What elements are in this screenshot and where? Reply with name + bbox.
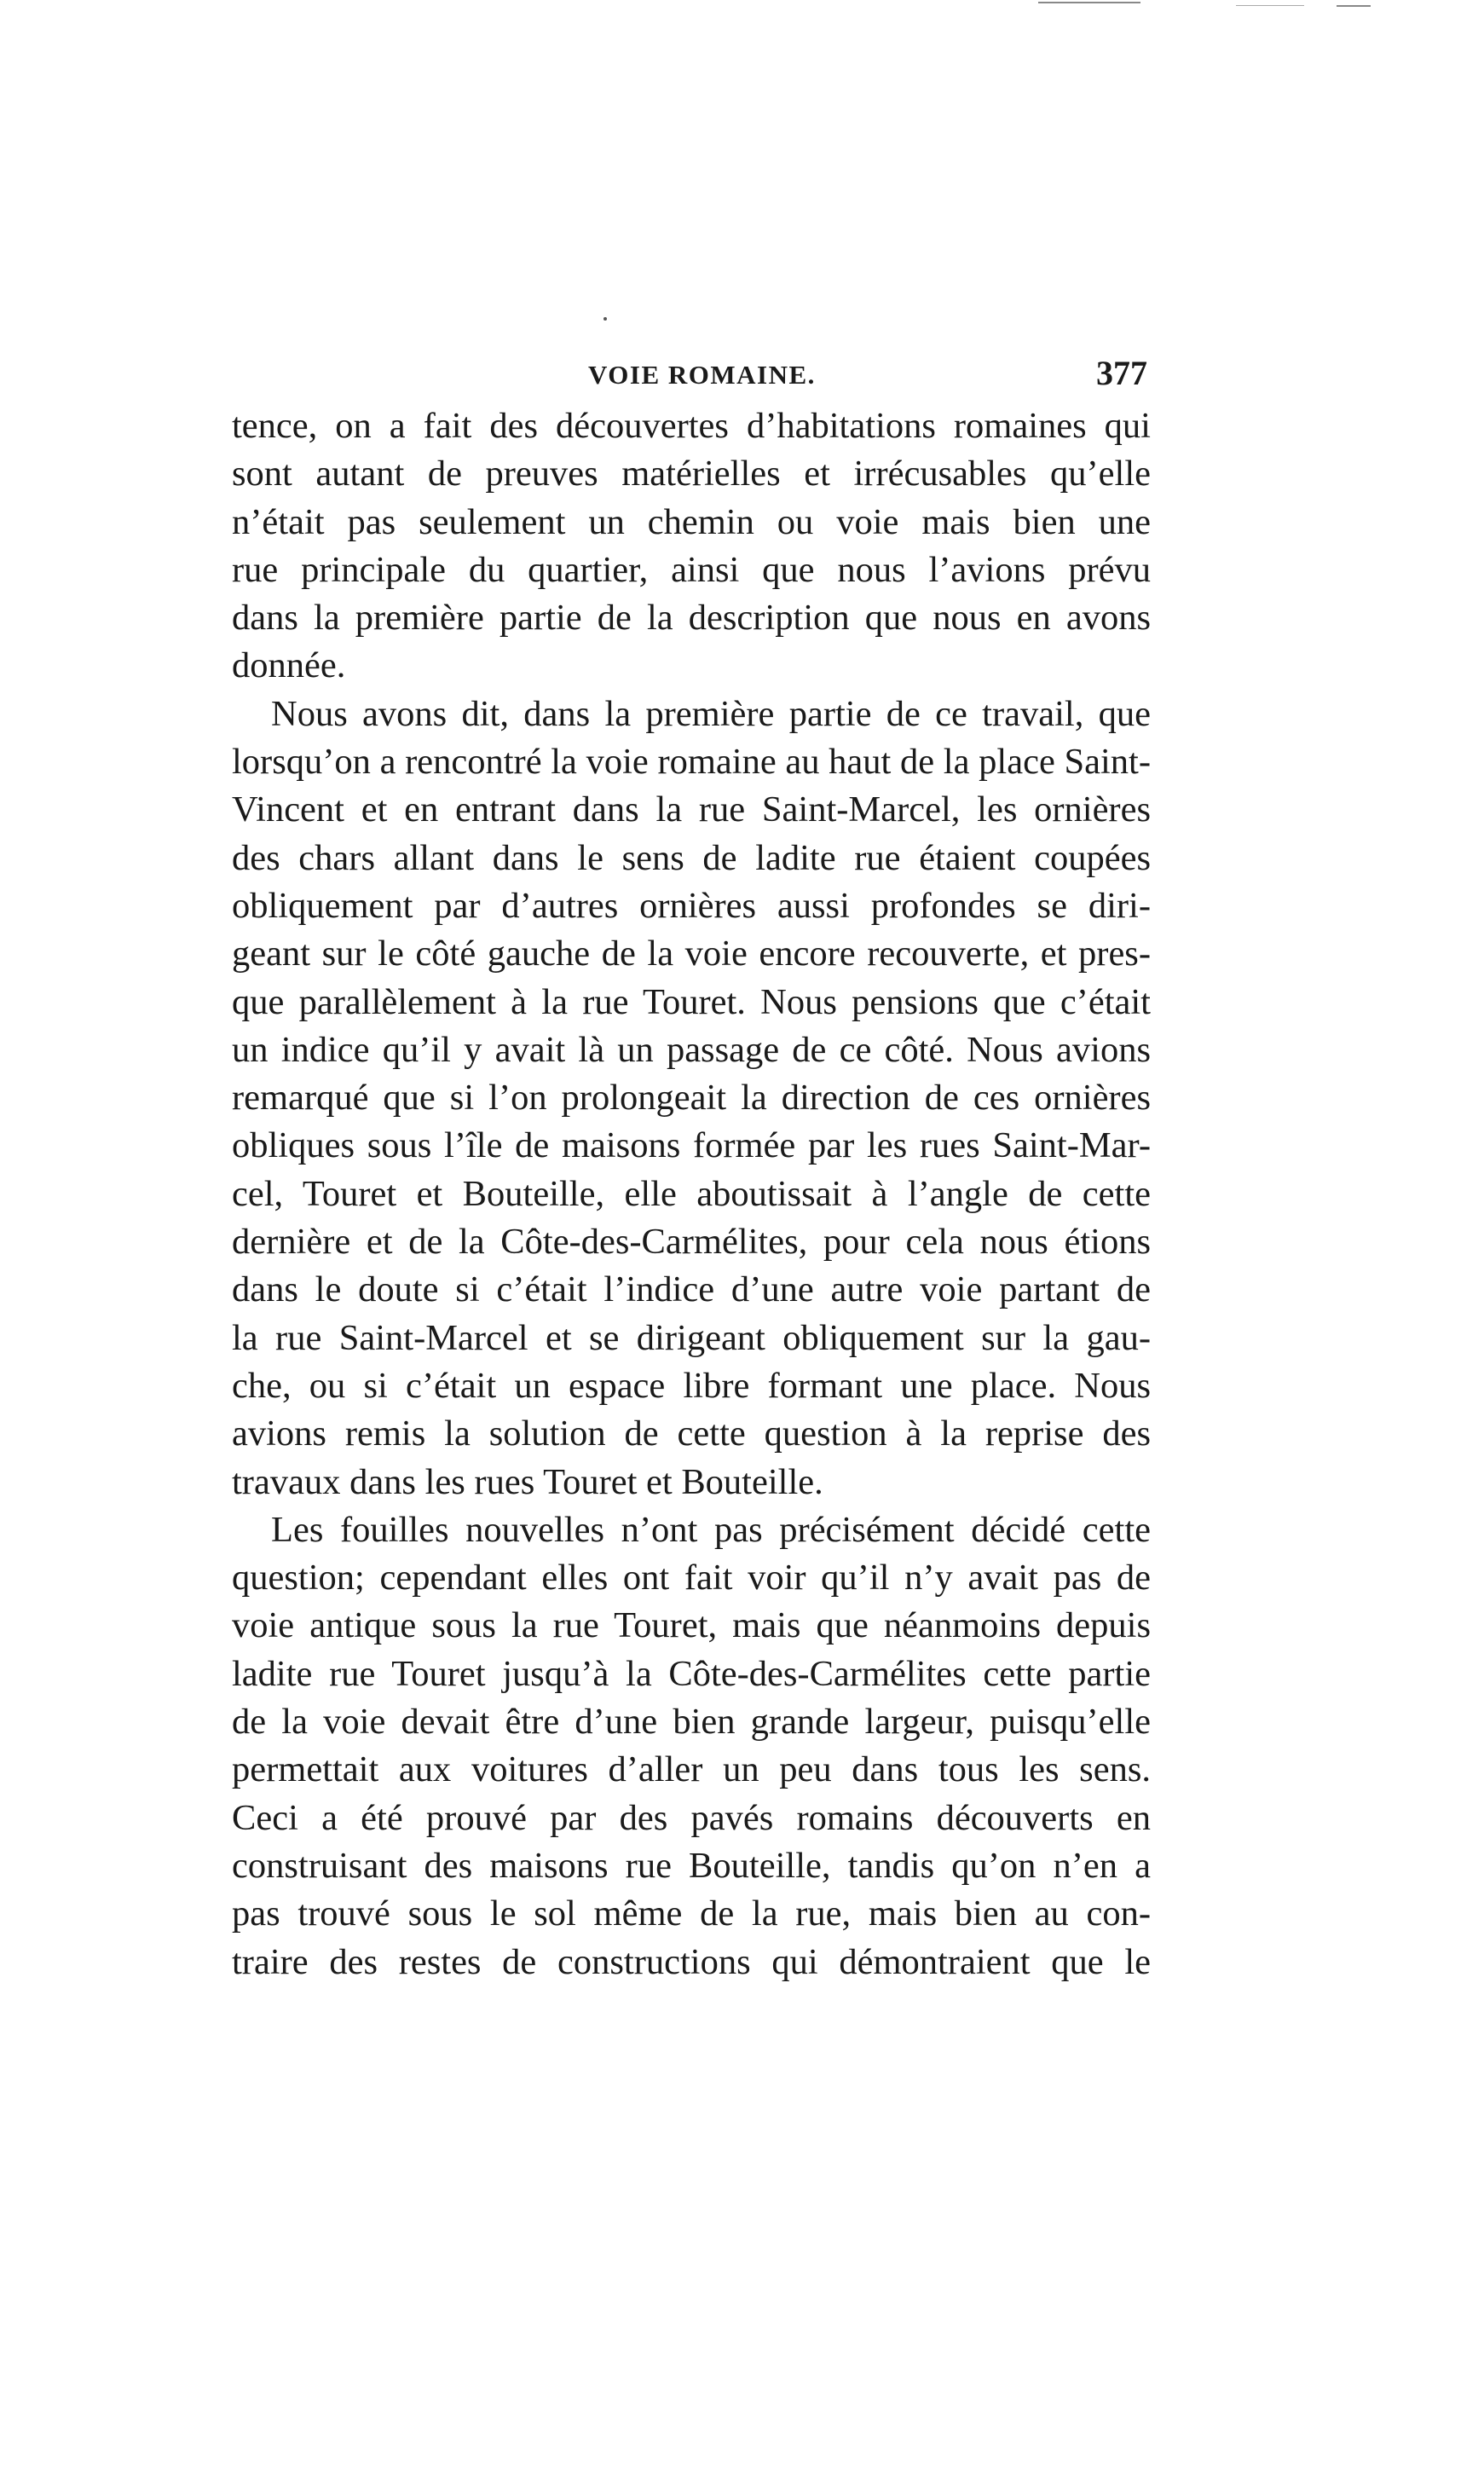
paragraph: [232, 1506, 1151, 1986]
text-line: tence, on a fait des découvertes d’habitations romaines qui: [232, 406, 1151, 446]
text-line: donnée.: [232, 645, 346, 686]
text-line: che, ou si c’était un espace libre formant une place. Nous: [232, 1365, 1151, 1406]
text-line: un indice qu’il y avait là un passage de ce côté. Nous avions: [232, 1029, 1151, 1070]
text-line: Ceci a été prouvé par des pavés romains découverts en: [232, 1797, 1151, 1838]
text-line: n’était pas seulement un chemin ou voie mais bien une: [232, 501, 1151, 542]
scan-edge-mark: [1337, 5, 1371, 7]
text-line: Vincent et en entrant dans la rue Saint-Marcel, les ornières: [232, 789, 1151, 830]
text-line: remarqué que si l’on prolongeait la direction de ces ornières: [232, 1078, 1151, 1119]
text-line: travaux dans les rues Touret et Bouteille.: [232, 1461, 823, 1502]
text-line: Nous avons dit, dans la première partie de ce travail, que: [271, 693, 1151, 734]
text-line: Les fouilles nouvelles n’ont pas précisément décidé cette: [271, 1509, 1151, 1550]
text-line: que parallèlement à la rue Touret. Nous pensions que c’était: [232, 981, 1151, 1022]
page-number: 377: [1096, 354, 1147, 392]
text-line: dans la première partie de la description que nous en avons: [232, 598, 1151, 639]
text-line: la rue Saint-Marcel et se dirigeant obliquement sur la gau-: [232, 1317, 1151, 1358]
paragraph: [232, 691, 1151, 1506]
scan-edge-mark: [1038, 2, 1140, 3]
text-line: de la voie devait être d’une bien grande largeur, puisqu’elle: [232, 1702, 1151, 1743]
text-line: permettait aux voitures d’aller un peu dans tous les sens.: [232, 1749, 1151, 1790]
text-line: obliquement par d’autres ornières aussi profondes se diri-: [232, 885, 1151, 926]
text-line: cel, Touret et Bouteille, elle aboutissait à l’angle de cette: [232, 1173, 1151, 1214]
text-line: lorsqu’on a rencontré la voie romaine au haut de la place Saint-: [232, 742, 1151, 783]
text-line: construisant des maisons rue Bouteille, tandis qu’on n’en a: [232, 1845, 1151, 1886]
running-title: VOIE ROMAINE.: [588, 360, 816, 390]
text-line: pas trouvé sous le sol même de la rue, mais bien au con-: [232, 1893, 1151, 1934]
paragraph: [232, 402, 1151, 691]
text-line: voie antique sous la rue Touret, mais que néanmoins depuis: [232, 1605, 1151, 1646]
text-line: traire des restes de constructions qui démontraient que le: [232, 1941, 1151, 1982]
text-line: des chars allant dans le sens de ladite rue étaient coupées: [232, 837, 1151, 878]
text-line: rue principale du quartier, ainsi que nous l’avions prévu: [232, 549, 1151, 590]
text-line: dernière et de la Côte-des-Carmélites, pour cela nous étions: [232, 1222, 1151, 1263]
text-line: sont autant de preuves matérielles et irrécusables qu’elle: [232, 454, 1151, 494]
body-text: [232, 402, 1151, 1986]
running-head: [232, 350, 1151, 401]
text-line: geant sur le côté gauche de la voie encore recouverte, et pres-: [232, 934, 1151, 974]
text-line: obliques sous l’île de maisons formée par les rues Saint-Mar-: [232, 1125, 1151, 1166]
scan-edge-mark: [1236, 5, 1304, 6]
text-line: dans le doute si c’était l’indice d’une autre voie partant de: [232, 1269, 1151, 1310]
text-line: question; cependant elles ont fait voir qu’il n’y avait pas de: [232, 1558, 1151, 1598]
scan-dust-speck: [603, 317, 607, 321]
text-line: avions remis la solution de cette question à la reprise des: [232, 1413, 1151, 1454]
text-line: ladite rue Touret jusqu’à la Côte-des-Carmélites cette partie: [232, 1653, 1151, 1694]
